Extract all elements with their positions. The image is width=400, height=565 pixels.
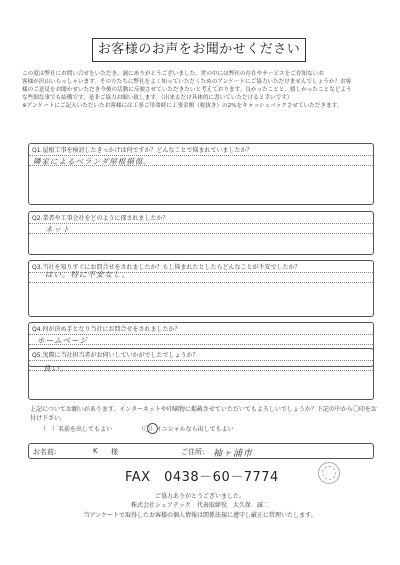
question-label: Q3.当社を知りすぐにお問合せをされましたか？もし悩まれたとしたらどんなことが不安でしたか？ — [32, 264, 301, 271]
consent-text: 上記についてお願いがあります。インターネットや印刷物に掲載させていただいてもよろしいでしょうか？下記の中から〇印をお付け下さい。 — [30, 406, 377, 422]
question-label: Q5.実際に当社担当者がお伺いしていかがでしたでしょうか？ — [32, 352, 199, 359]
footer-thanks: ご協力ありがとうございました。 — [154, 493, 245, 500]
answer-line — [29, 233, 373, 234]
footer-privacy: 当アンケートで取得したお客様の個人情報は関係法規に遵守し厳正に管理いたします。 — [83, 512, 317, 519]
answer-text: 良い。 — [43, 364, 69, 373]
intro-text: この度は弊社にお問い合せをいただき、誠にありがとうございました。世の中には弊社の存在やサービスをご存知ないお 客様が沢山いらっしゃいます。その方たちに弊社をよく知っていただくためのアンケートにご協力いただけませんでしょうか？お客 様のご意見をお聞かせいただき今後の活動に反映させていただきたいと考えております。良かったことと、嬉しかったことなどよう な些細な事でも結構です。是非ご協力お願い致します。（出来るだけ具体的に書いていただけると幸いです） ※アンケートにご記入いただいたお客様には工事ご用命時に工事金額（税抜き）の2%をキャッシュバックさせていただきます。 — [22, 71, 352, 109]
name-value: K — [93, 447, 98, 455]
question-box-q1 — [28, 143, 374, 205]
name-suffix: 様 — [111, 448, 118, 456]
answer-line — [29, 360, 373, 361]
question-box-q2 — [28, 211, 374, 255]
selected-mark-icon — [147, 423, 158, 434]
question-label: Q1.屋根工事を検討したきっかけは何ですか？どんなことで悩まれていましたか？ — [32, 147, 253, 154]
question-box-q5 — [28, 348, 374, 400]
option-name-ok[interactable]: （ ）名前を出してもよい — [40, 426, 113, 433]
answer-line — [29, 223, 373, 224]
answer-text: ネット — [45, 225, 71, 234]
answer-text: はい。特に不安なし。 — [45, 270, 130, 279]
option-initial-ok[interactable]: （〇）イニシャルなら出してもよい — [138, 426, 234, 433]
footer-company: 株式会社シェアテック 代表取締役 大久保 誠二 — [131, 502, 269, 509]
question-label: Q2.業者や工事会社をどのように探されましたか？ — [32, 215, 169, 222]
address-value: 袖ヶ浦市 — [213, 449, 254, 459]
address-label: ご住所: — [181, 448, 205, 456]
name-label: お名前: — [33, 448, 57, 456]
question-box-q3 — [28, 260, 374, 317]
answer-line — [29, 282, 373, 283]
fax-number: FAX 0438－60－7774 — [125, 470, 279, 485]
stamp-mark-icon — [322, 466, 336, 480]
question-label: Q4.何が決め手となり当社にお問合せをされましたか？ — [32, 326, 181, 333]
page-title: お客様のお声をお聞かせください — [92, 38, 306, 62]
answer-text: 隣家によるベランダ屋根損傷。 — [33, 157, 152, 166]
answer-text: ホームページ — [37, 336, 88, 345]
answer-line — [29, 370, 373, 371]
name-address-box — [28, 443, 374, 459]
